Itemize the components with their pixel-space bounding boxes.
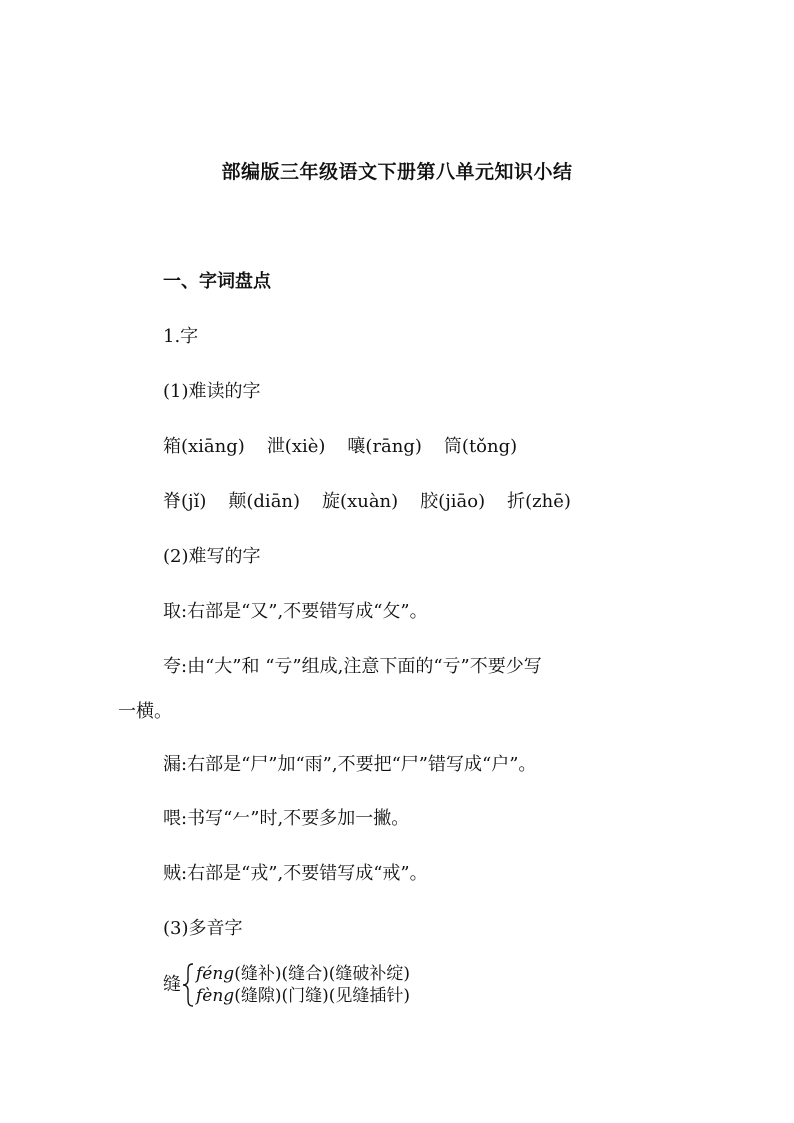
- hard-read-item: 旋(xuàn): [322, 491, 399, 512]
- hard-read-item: 折(zhē): [507, 491, 571, 512]
- hard-read-item: 箱(xiāng): [163, 436, 245, 457]
- note-kua-continued: 一横。: [118, 701, 172, 722]
- hard-read-item: 脊(jǐ): [163, 491, 207, 512]
- polyphone-reading: [196, 963, 410, 985]
- subheading-hard-to-read: (1)难读的字: [163, 381, 261, 402]
- hard-read-item: 胶(jiāo): [420, 491, 486, 512]
- hard-read-item: 筒(tǒng): [443, 436, 518, 457]
- page-title: 部编版三年级语文下册第八单元知识小结: [221, 161, 573, 183]
- subheading-hard-to-write: (2)难写的字: [163, 546, 261, 567]
- note-qu: 取:右部是“又”,不要错写成“攵”。: [163, 601, 428, 622]
- polyphone-readings: [196, 963, 410, 1007]
- note-wei: 喂:书写“𠂉”时,不要多加一撇。: [163, 808, 410, 829]
- hard-read-row-2: [163, 490, 571, 514]
- subheading-characters: 1.字: [163, 326, 199, 347]
- polyphone-character: 缝: [163, 974, 181, 995]
- hard-read-item: 颠(diān): [228, 491, 301, 512]
- curly-brace-icon: [182, 963, 194, 1007]
- note-kua: 夸:由“大”和 “亏”组成,注意下面的“亏”不要少写: [163, 656, 542, 677]
- pinyin: fèng: [196, 986, 235, 1006]
- example-words: (缝补)(缝合)(缝破补绽): [234, 964, 410, 984]
- hard-read-item: 泄(xiè): [266, 436, 326, 457]
- section-heading: 一、字词盘点: [163, 271, 271, 292]
- hard-read-item: 嚷(rāng): [347, 436, 422, 457]
- hard-read-row-1: [163, 435, 517, 459]
- polyphone-entry: [163, 963, 410, 1007]
- example-words: (缝隙)(门缝)(见缝插针): [234, 986, 410, 1006]
- note-lou: 漏:右部是“尸”加“雨”,不要把“尸”错写成“户”。: [163, 754, 537, 775]
- subheading-polyphones: (3)多音字: [163, 918, 243, 939]
- note-zei: 贼:右部是“戎”,不要错写成“戒”。: [163, 863, 428, 884]
- pinyin: féng: [196, 964, 235, 984]
- polyphone-reading: [196, 985, 410, 1007]
